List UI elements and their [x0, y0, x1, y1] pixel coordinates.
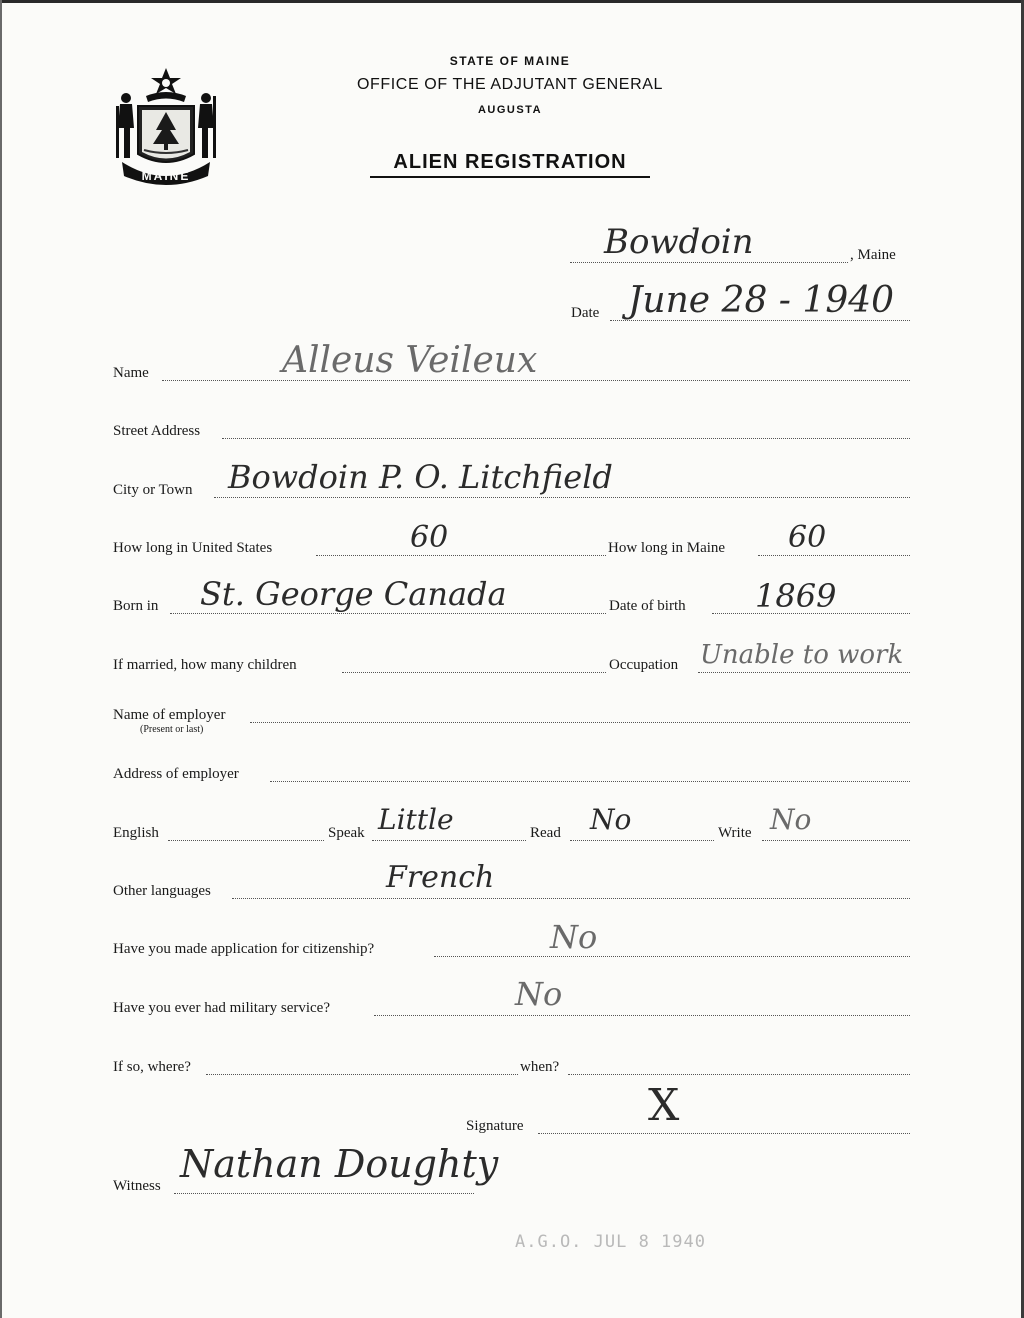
speak-label: Speak	[328, 825, 365, 841]
city-entry: Bowdoin P. O. Litchfield	[228, 458, 613, 496]
years-maine-line	[758, 555, 910, 556]
military-label: Have you ever had military service?	[113, 1000, 330, 1016]
received-stamp: A.G.O. JUL 8 1940	[515, 1232, 706, 1252]
speak-line	[372, 840, 526, 841]
years-maine-entry: 60	[788, 520, 827, 555]
read-line	[570, 840, 714, 841]
scan-edge-left	[0, 0, 2, 1318]
born-entry: St. George Canada	[200, 575, 507, 613]
write-label: Write	[718, 825, 752, 841]
signature-entry: X	[648, 1080, 680, 1131]
witness-entry: Nathan Doughty	[180, 1142, 499, 1186]
employer-address-line	[270, 781, 910, 782]
dob-entry: 1869	[755, 577, 837, 615]
married-line	[342, 672, 606, 673]
born-line	[170, 613, 606, 614]
citizenship-line	[434, 956, 910, 957]
married-label: If married, how many children	[113, 657, 297, 673]
maine-state-seal-icon	[112, 66, 220, 188]
read-label: Read	[530, 825, 561, 841]
citizenship-entry: No	[550, 918, 598, 956]
other-languages-label: Other languages	[113, 883, 211, 899]
employer-sublabel: (Present or last)	[140, 724, 204, 735]
other-languages-entry: French	[386, 860, 495, 895]
citizenship-label: Have you made application for citizenship?	[113, 941, 375, 957]
military-line	[374, 1015, 910, 1016]
write-line	[762, 840, 910, 841]
date-label: Date	[571, 305, 600, 321]
header-state: STATE OF MAINE	[449, 54, 571, 68]
header-office: OFFICE OF THE ADJUTANT GENERAL	[356, 76, 664, 93]
speak-entry: Little	[378, 803, 454, 836]
town-line	[570, 262, 848, 263]
witness-label: Witness	[113, 1178, 161, 1194]
city-line	[214, 497, 910, 498]
maine-label: , Maine	[850, 247, 896, 263]
write-entry: No	[770, 803, 812, 836]
date-entry: June 28 - 1940	[628, 280, 895, 321]
dob-label: Date of birth	[609, 598, 686, 614]
years-us-line	[316, 555, 606, 556]
witness-line	[174, 1193, 474, 1194]
occupation-line	[698, 672, 910, 673]
other-languages-line	[232, 898, 910, 899]
name-entry: Alleus Veileux	[282, 340, 538, 381]
years-us-entry: 60	[410, 520, 449, 555]
when-line	[568, 1074, 910, 1075]
employer-label: Name of employer	[113, 707, 226, 723]
employer-line	[250, 722, 910, 723]
employer-address-label: Address of employer	[113, 766, 239, 782]
occupation-entry: Unable to work	[700, 640, 904, 670]
years-maine-label: How long in Maine	[608, 540, 726, 556]
scan-edge-top	[0, 0, 1024, 3]
occupation-label: Occupation	[609, 657, 679, 673]
where-line	[206, 1074, 518, 1075]
read-entry: No	[590, 803, 632, 836]
years-us-label: How long in United States	[113, 540, 273, 556]
military-entry: No	[515, 975, 563, 1013]
when-label: when?	[520, 1059, 560, 1075]
where-label: If so, where?	[113, 1059, 191, 1075]
english-label: English	[113, 825, 159, 841]
name-label: Name	[113, 365, 149, 381]
town-entry: Bowdoin	[604, 222, 754, 262]
header-city: AUGUSTA	[477, 104, 543, 116]
svg-text:MAINE: MAINE	[141, 169, 191, 183]
form-title: ALIEN REGISTRATION	[370, 151, 650, 178]
english-line	[168, 840, 324, 841]
signature-line	[538, 1133, 910, 1134]
street-label: Street Address	[113, 423, 201, 439]
born-label: Born in	[113, 598, 159, 614]
city-label: City or Town	[113, 482, 193, 498]
street-line	[222, 438, 910, 439]
signature-label: Signature	[466, 1118, 524, 1134]
